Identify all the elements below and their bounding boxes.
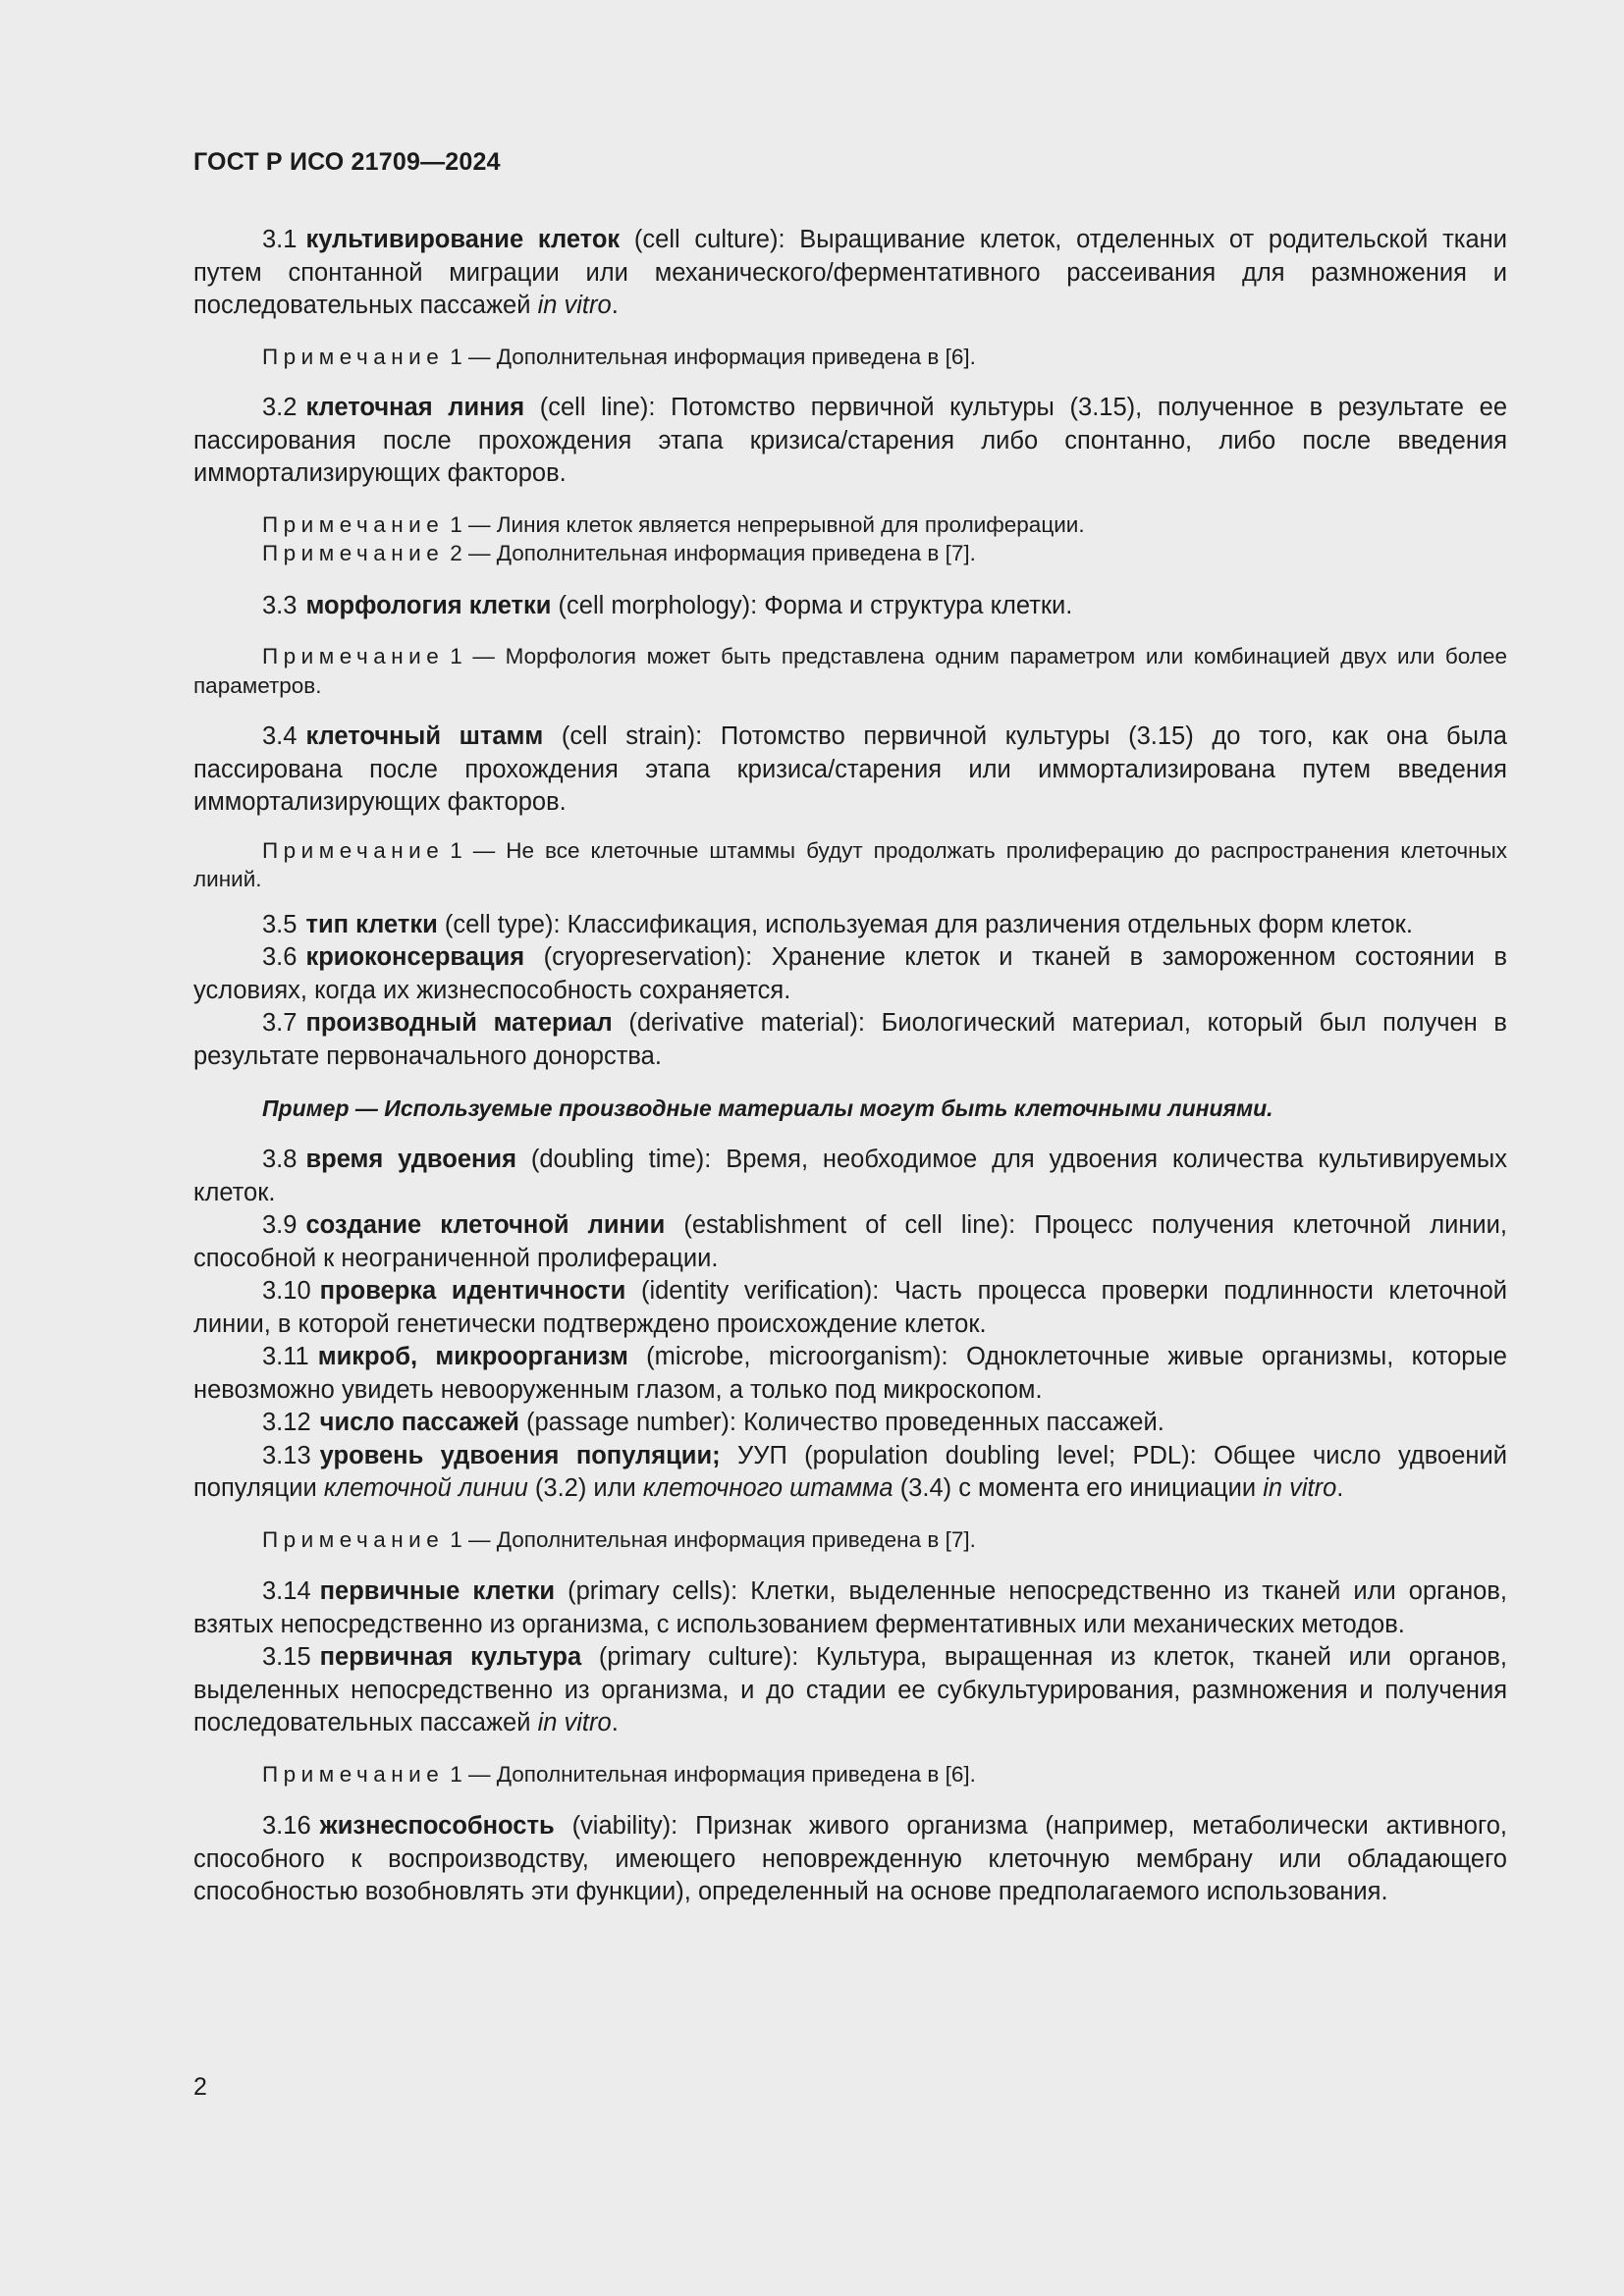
note-label: Примечание [262,541,445,565]
note: Примечание 1 — Дополнительная информация приведена в [6]. [262,344,976,369]
term-title: число пассажей [319,1409,519,1436]
term-number: 3.13 [262,1441,311,1469]
note: Примечание 1 — Дополнительная информация приведена в [6]. [262,1761,976,1787]
term-title: создание клеточной линии [305,1211,666,1239]
term-title: морфология клетки [305,591,552,619]
term-title: клеточный штамм [305,722,544,750]
term-number: 3.14 [262,1577,311,1605]
term-title: уровень удвоения популяции; [319,1441,721,1469]
term-title: культивирование клеток [305,226,621,253]
term-title: тип клетки [305,910,438,938]
term-entry-3-16: 3.16 жизнеспособность (viability): Признак живого организма (например, метаболически активного, способного к воспроизводству, имеющего неповрежденную клеточную мембрану или обладающего способностью возобновлять эти функции), определенный на основе предполагаемого использования. [193,1812,1507,1905]
term-title: проверка идентичности [319,1277,626,1305]
term-number: 3.15 [262,1643,311,1671]
term-number: 3.5 [262,910,298,938]
note-label: Примечание [262,837,445,863]
note-label: Примечание [262,644,445,668]
note-label: Примечание [262,1761,445,1787]
note: Примечание 1 — Дополнительная информация приведена в [7]. [262,1526,976,1552]
term-entry-3-8: 3.8 время удвоения (doubling time): Время, необходимое для удвоения количества культивируемых клеток. [193,1146,1508,1206]
note: Примечание 1 — Морфология может быть представлена одним параметром или комбинацией двух или более параметров. [193,644,1507,698]
page-number: 2 [193,2073,207,2101]
term-title: криоконсервация [305,943,525,971]
note-label: Примечание [262,344,445,369]
term-title: время удвоения [305,1146,516,1173]
term-title: жизнеспособность [319,1812,555,1840]
term-number: 3.7 [262,1009,298,1037]
term-number: 3.12 [262,1409,311,1436]
page-header: ГОСТ Р ИСО 21709—2024 [193,148,501,176]
term-number: 3.16 [262,1812,311,1840]
term-entry-3-2: 3.2 клеточная линия (cell line): Потомство первичной культуры (3.15), полученное в результате ее пассирования после прохождения этапа кризиса/старения либо спонтанно, либо после введения иммортализирующих факторов. [193,394,1507,487]
term-entry-3-15: 3.15 первичная культура (primary culture): Культура, выращенная из клеток, тканей или органов, выделенных непосредственно из организма, и до стадии ее субкультурирования, размножения и получения последовательных пассажей in vitro. [193,1643,1507,1736]
term-title: первичная культура [319,1643,582,1671]
term-number: 3.9 [262,1211,298,1239]
term-entry-3-13: 3.13 уровень удвоения популяции; УУП (population doubling level; PDL): Общее число удвоений популяции клеточной линии (3.2) или клеточного штамма (3.4) с момента его инициации in vitro. [193,1441,1507,1502]
note-label: Примечание [262,1526,445,1552]
note-label: Примечание [262,511,445,537]
term-entry-3-10: 3.10 проверка идентичности (identity verification): Часть процесса проверки подлинности клеточной линии, в которой генетически подтверждено происхождение клеток. [193,1277,1508,1338]
document-body [193,224,1507,1909]
term-entry-3-14: 3.14 первичные клетки (primary cells): Клетки, выделенные непосредственно из тканей или органов, взятых непосредственно из организма, с использованием ферментативных или механических методов. [193,1577,1507,1638]
term-number: 3.11 [262,1343,309,1370]
term-entry-3-1: 3.1 культивирование клеток (cell culture): Выращивание клеток, отделенных от родительской ткани путем спонтанной миграции или механического/ферментативного рассеивания для размножения и последовательных пассажей in vitro. [193,226,1507,319]
term-entry-3-9: 3.9 создание клеточной линии (establishment of cell line): Процесс получения клеточной линии, способной к неограниченной пролиферации. [193,1211,1508,1272]
term-entry-3-3: 3.3 морфология клетки (cell morphology): Форма и структура клетки. [262,591,1073,619]
term-number: 3.3 [262,591,298,619]
term-title: клеточная линия [305,394,525,421]
term-title: первичные клетки [319,1577,556,1605]
note: Примечание 1 — Линия клеток является непрерывной для пролиферации. [262,511,1085,537]
term-number: 3.4 [262,722,298,750]
term-entry-3-11: 3.11 микроб, микроорганизм (microbe, microorganism): Одноклеточные живые организмы, которые невозможно увидеть невооруженным глазом, а только под микроскопом. [193,1343,1507,1404]
term-number: 3.6 [262,943,298,971]
term-entry-3-6: 3.6 криоконсервация (cryopreservation): Хранение клеток и тканей в замороженном состоянии в условиях, когда их жизнеспособность сохраняется. [193,943,1507,1004]
note: Примечание 2 — Дополнительная информация приведена в [7]. [262,541,976,565]
term-number: 3.2 [262,394,298,421]
term-entry-3-4: 3.4 клеточный штамм (cell strain): Потомство первичной культуры (3.15) до того, как она была пассирована после прохождения этапа кризиса/старения или иммортализирована путем введения иммортализирующих факторов. [193,722,1507,816]
term-number: 3.10 [262,1277,311,1305]
term-number: 3.8 [262,1146,298,1173]
example-label: Пример [262,1095,350,1121]
term-title: микроб, микроорганизм [317,1343,628,1370]
term-title: производный материал [305,1009,613,1037]
term-number: 3.1 [262,226,298,253]
example: Пример — Используемые производные материалы могут быть клеточными линиями. [262,1095,1273,1121]
note: Примечание 1 — Не все клеточные штаммы будут продолжать пролиферацию до распространения клеточных линий. [193,837,1507,891]
term-entry-3-12: 3.12 число пассажей (passage number): Количество проведенных пассажей. [262,1409,1164,1436]
term-entry-3-5: 3.5 тип клетки (cell type): Классификация, используемая для различения отдельных форм клеток. [262,910,1413,938]
term-entry-3-7: 3.7 производный материал (derivative material): Биологический материал, который был получен в результате первоначального донорства. [193,1009,1507,1070]
